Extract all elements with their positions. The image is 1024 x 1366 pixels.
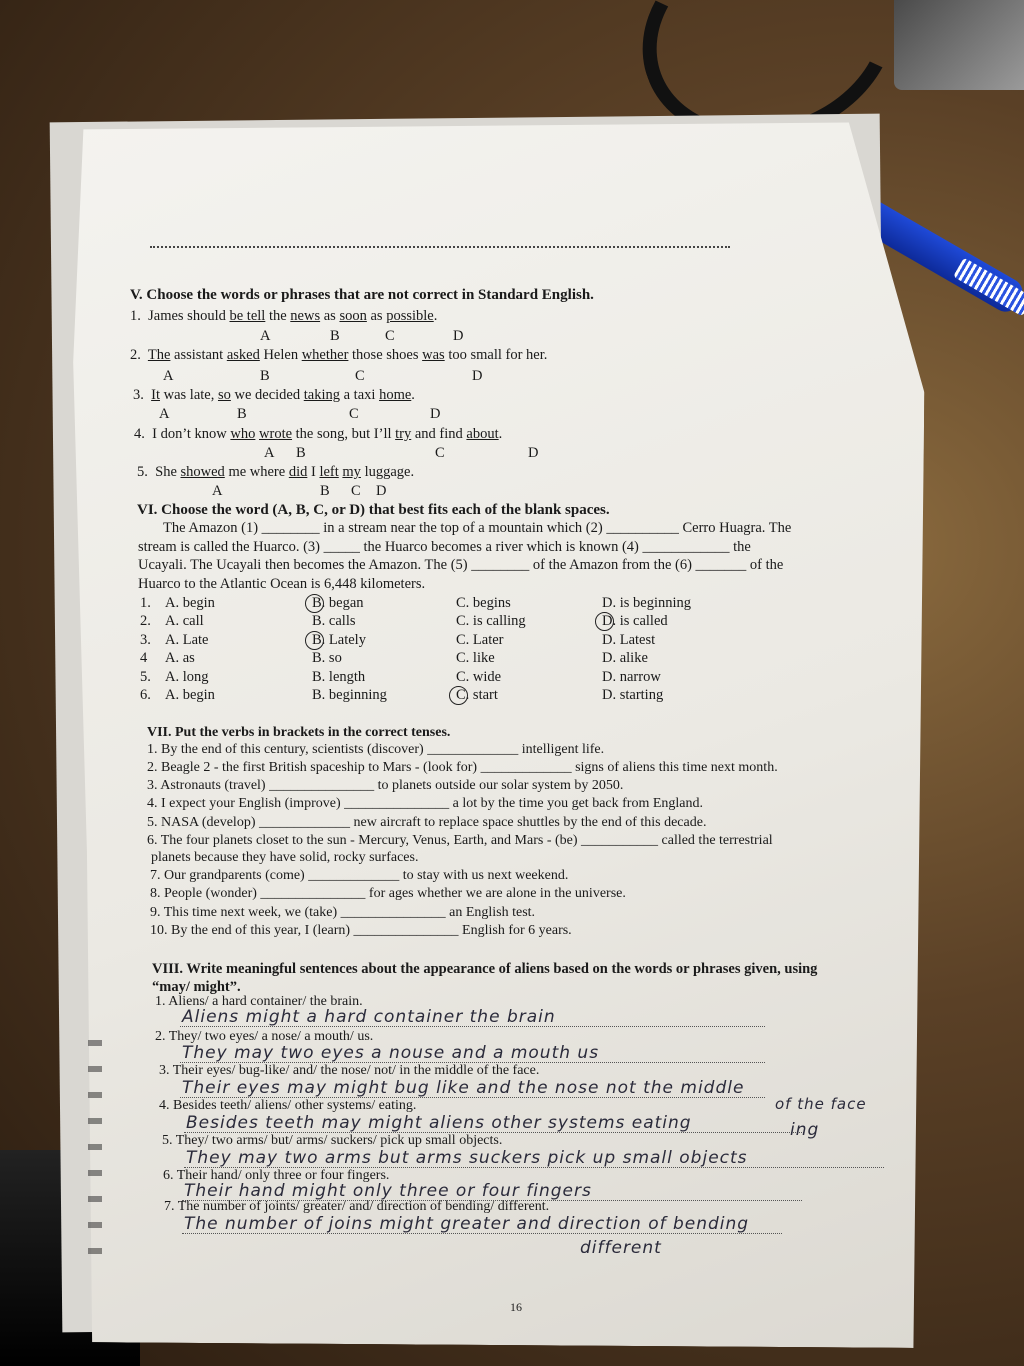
letter: C xyxy=(435,445,445,461)
option-n: 3. xyxy=(140,631,151,648)
option-c: C. like xyxy=(456,650,495,667)
question-5-3: 3. It was late, so we decided taking a taxi home. xyxy=(133,387,415,403)
handwritten-extra-4: ing xyxy=(790,1120,820,1140)
letter: A xyxy=(163,368,174,384)
handwritten-extra-3: of the face xyxy=(775,1095,867,1113)
option-b: B. so xyxy=(312,650,342,667)
section-7-item: 5. NASA (develop) _____________ new aircraft to replace space shuttles by the end of this decade. xyxy=(147,815,707,830)
option-d: D. starting xyxy=(602,687,664,703)
section-6-title: VI. Choose the word (A, B, C, or D) that best fits each of the blank spaces. xyxy=(137,502,610,518)
letter: D xyxy=(376,483,387,499)
option-b: B. calls xyxy=(312,613,356,630)
binding-marks xyxy=(88,1040,102,1260)
option-b: B. Lately xyxy=(312,631,366,648)
letter: B xyxy=(237,406,247,422)
section-7-item: 10. By the end of this year, I (learn) _______________ English for 6 years. xyxy=(150,923,572,938)
option-a: A. as xyxy=(165,650,195,667)
section-7-item: 1. By the end of this century, scientists (discover) _____________ intelligent life. xyxy=(147,742,605,757)
option-n: 5. xyxy=(140,668,151,685)
option-d: D. is called xyxy=(602,613,668,630)
section-8-prompt: 1. Aliens/ a hard container/ the brain. xyxy=(155,994,363,1009)
handwritten-answer: They may two eyes a nouse and a mouth us xyxy=(182,1043,600,1063)
option-a: A. long xyxy=(165,668,209,685)
section-7-title: VII. Put the verbs in brackets in the correct tenses. xyxy=(147,725,451,740)
option-c: C. start xyxy=(456,687,498,703)
handwritten-extra-7: different xyxy=(580,1238,662,1258)
option-n: 6. xyxy=(140,687,151,703)
option-a: A. Late xyxy=(165,631,209,648)
handwritten-answer: Besides teeth may might aliens other systems eating xyxy=(186,1113,692,1133)
section-5-title: V. Choose the words or phrases that are not correct in Standard English. xyxy=(130,287,594,303)
passage-line-3: Ucayali. The Ucayali then becomes the Amazon. The (5) ________ of the Amazon from the (6) _______ of the xyxy=(138,557,784,573)
monitor-corner xyxy=(894,0,1024,90)
question-5-5: 5. She showed me where did I left my luggage. xyxy=(137,464,415,480)
section-7-item: 7. Our grandparents (come) _____________ to stay with us next weekend. xyxy=(150,868,569,883)
option-b: B. began xyxy=(312,595,364,611)
question-5-4: 4. I don’t know who wrote the song, but I’ll try and find about. xyxy=(134,426,503,442)
option-b: B. beginning xyxy=(312,687,387,703)
handwritten-answer: Their eyes may might bug like and the nose not the middle xyxy=(182,1078,745,1098)
letter: D xyxy=(453,328,464,344)
passage-line-2: stream is called the Huarco. (3) _____ the Huarco becomes a river which is known (4) ____________ the xyxy=(138,539,751,555)
letter: A xyxy=(260,328,271,344)
letter: C xyxy=(355,368,365,384)
option-c: C. begins xyxy=(456,595,511,611)
option-c: C. is calling xyxy=(456,613,526,630)
letter: C xyxy=(349,406,359,422)
letter: A xyxy=(212,483,223,499)
handwritten-answer: The number of joins might greater and direction of bending xyxy=(184,1214,750,1234)
option-n: 2. xyxy=(140,613,151,630)
letter: C xyxy=(351,483,361,499)
answer-circle xyxy=(305,631,324,650)
section-8-title-line-2: “may/ might”. xyxy=(152,979,241,995)
letter: C xyxy=(385,328,395,344)
section-8-prompt: 7. The number of joints/ greater/ and/ direction of bending/ different. xyxy=(164,1199,550,1214)
option-n: 1. xyxy=(140,595,151,611)
letter: A xyxy=(159,406,170,422)
option-a: A. begin xyxy=(165,687,215,703)
section-7-item: 9. This time next week, we (take) _______________ an English test. xyxy=(150,905,536,920)
section-7-item: planets because they have solid, rocky surfaces. xyxy=(151,850,419,865)
option-d: D. narrow xyxy=(602,668,661,685)
section-8-prompt: 5. They/ two arms/ but/ arms/ suckers/ pick up small objects. xyxy=(162,1133,503,1148)
option-d: D. alike xyxy=(602,650,648,667)
section-8-prompt: 6. Their hand/ only three or four fingers. xyxy=(163,1168,390,1183)
handwritten-answer: Aliens might a hard container the brain xyxy=(182,1007,556,1027)
passage-line-4: Huarco to the Atlantic Ocean is 6,448 kilometers. xyxy=(138,576,426,592)
option-c: C. wide xyxy=(456,668,502,685)
section-7-item: 6. The four planets closet to the sun - Mercury, Venus, Earth, and Mars - (be) ___________ called the terrestrial xyxy=(147,833,773,848)
section-8-prompt: 4. Besides teeth/ aliens/ other systems/ eating. xyxy=(159,1098,417,1113)
answer-circle xyxy=(305,594,324,613)
section-8-prompt: 3. Their eyes/ bug-like/ and/ the nose/ not/ in the middle of the face. xyxy=(159,1063,540,1078)
letter: B xyxy=(320,483,330,499)
handwritten-answer: They may two arms but arms suckers pick up small objects xyxy=(186,1148,748,1168)
option-n: 4 xyxy=(140,650,148,667)
option-d: D. Latest xyxy=(602,631,656,648)
letter: D xyxy=(472,368,483,384)
top-dotted-line xyxy=(150,246,730,248)
option-c: C. Later xyxy=(456,631,504,648)
section-7-item: 8. People (wonder) _______________ for ages whether we are alone in the universe. xyxy=(150,886,626,901)
letter: D xyxy=(528,445,539,461)
section-8-prompt: 2. They/ two eyes/ a nose/ a mouth/ us. xyxy=(155,1029,374,1044)
option-a: A. begin xyxy=(165,595,215,611)
option-d: D. is beginning xyxy=(602,595,692,611)
section-7-item: 2. Beagle 2 - the first British spaceship to Mars - (look for) _____________ signs of aliens this time next month. xyxy=(147,760,778,775)
letter: B xyxy=(296,445,306,461)
section-8-title-line-1: VIII. Write meaningful sentences about the appearance of aliens based on the words or phrases given, using xyxy=(152,961,818,977)
question-5-1: 1. James should be tell the news as soon as possible. xyxy=(130,308,438,324)
section-7-item: 3. Astronauts (travel) _______________ to planets outside our solar system by 2050. xyxy=(147,778,624,793)
passage-line-1: The Amazon (1) ________ in a stream near the top of a mountain which (2) __________ Cerro Huagra. The xyxy=(163,520,792,536)
page-number: 16 xyxy=(510,1300,522,1314)
letter: D xyxy=(430,406,441,422)
option-a: A. call xyxy=(165,613,204,630)
letter: A xyxy=(264,445,275,461)
question-5-2: 2. The assistant asked Helen whether those shoes was too small for her. xyxy=(130,347,548,363)
letter: B xyxy=(260,368,270,384)
section-7-item: 4. I expect your English (improve) _______________ a lot by the time you get back from England. xyxy=(147,796,703,811)
handwritten-answer: Their hand might only three or four fingers xyxy=(184,1181,592,1201)
option-b: B. length xyxy=(312,668,366,685)
answer-circle xyxy=(449,686,468,705)
letter: B xyxy=(330,328,340,344)
